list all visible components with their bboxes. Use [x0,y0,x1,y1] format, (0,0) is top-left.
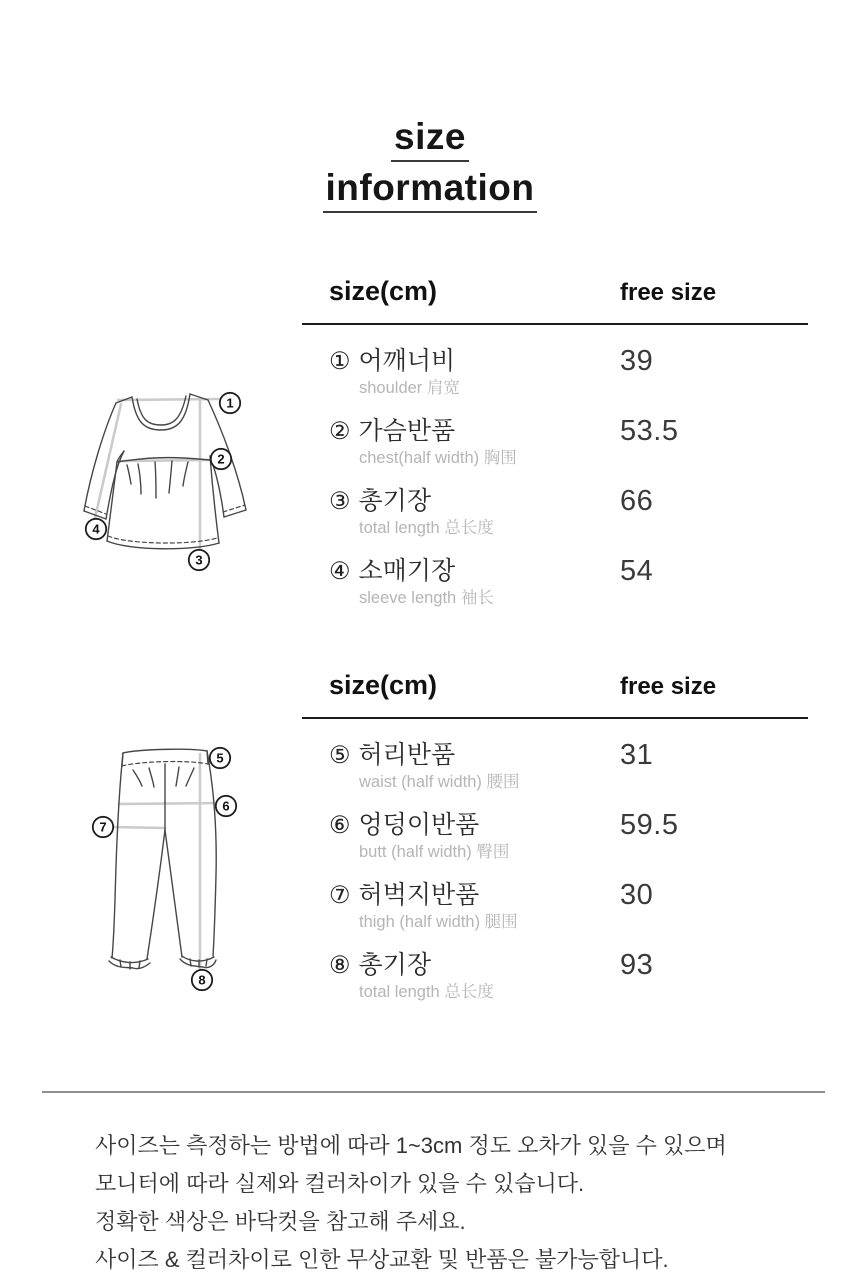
header-size-cm: size(cm) [329,276,438,306]
row-value: 59.5 [620,809,679,841]
row-value: 30 [620,879,654,911]
row-number: ④ [329,558,351,585]
page-title-line1: size [391,118,469,162]
hip-guide-line [119,803,222,804]
page-title [0,118,860,220]
row-label: 소매기장 [358,557,456,585]
row-number: ③ [329,488,351,515]
row-label: 가슴반품 [358,417,456,445]
row-label: 총기장 [358,951,431,979]
table-row-pants-total-length [302,950,808,1002]
svg-text:4: 4 [92,521,100,537]
marker-2 [211,449,231,469]
pants-sketch [75,740,267,1002]
header-size-cm: size(cm) [329,670,438,700]
table-row-sleeve-length [302,556,808,608]
row-sublabel: total length 总长度 [359,519,494,537]
row-number: ⑧ [329,952,351,979]
row-value: 31 [620,739,654,771]
svg-text:3: 3 [195,552,203,568]
disclaimer-line-4: 사이즈 & 컬러차이로 인한 무상교환 및 반품은 불가능합니다. [95,1247,669,1272]
row-label: 허리반품 [358,741,456,769]
marker-6 [216,796,236,816]
table-row-thigh [302,880,808,932]
svg-text:1: 1 [226,395,234,411]
row-sublabel: chest(half width) 胸围 [359,449,517,467]
svg-text:8: 8 [198,972,206,988]
header-free-size: free size [620,673,717,700]
disclaimer-line-2: 모니터에 따라 실제와 컬러차이가 있을 수 있습니다. [95,1171,585,1196]
table-row-waist [302,740,808,792]
marker-4 [86,519,106,539]
size-table-top [302,276,808,626]
row-value: 39 [620,345,654,377]
row-sublabel: shoulder 肩宽 [359,379,460,397]
marker-3 [189,550,209,570]
row-value: 66 [620,485,654,517]
row-number: ② [329,418,351,445]
row-number: ① [329,348,351,375]
disclaimer-line-1: 사이즈는 측정하는 방법에 따라 1~3cm 정도 오차가 있을 수 있으며 [95,1133,727,1158]
row-sublabel: total length 总长度 [359,983,494,1001]
table-header [302,276,808,325]
footer-divider [42,1091,825,1093]
marker-7 [93,817,113,837]
row-label: 어깨너비 [358,347,456,375]
marker-8 [192,970,212,990]
row-label: 허벅지반품 [358,881,480,909]
page-title-line2: information [323,169,538,213]
row-value: 93 [620,949,654,981]
row-sublabel: waist (half width) 腰围 [359,773,520,791]
svg-text:5: 5 [216,750,224,766]
thigh-guide-line [113,827,165,828]
row-number: ⑥ [329,812,351,839]
top-garment-sketch [60,372,282,584]
row-sublabel: thigh (half width) 腿围 [359,913,518,931]
table-row-butt [302,810,808,862]
disclaimer-line-3: 정확한 색상은 바닥컷을 참고해 주세요. [95,1209,466,1234]
header-free-size: free size [620,279,717,306]
table-header [302,670,808,719]
svg-text:2: 2 [217,451,225,467]
row-sublabel: sleeve length 袖长 [359,589,494,607]
row-label: 엉덩이반품 [358,811,480,839]
row-sublabel: butt (half width) 臀围 [359,843,510,861]
row-value: 53.5 [620,415,679,447]
size-table-bottom [302,670,808,1020]
marker-5 [210,748,230,768]
svg-text:6: 6 [222,798,230,814]
table-row-shoulder [302,346,808,398]
row-number: ⑦ [329,882,351,909]
row-label: 총기장 [358,487,431,515]
row-number: ⑤ [329,742,351,769]
disclaimer-text [95,1127,815,1279]
svg-text:7: 7 [99,819,107,835]
row-value: 54 [620,555,654,587]
table-row-chest [302,416,808,468]
marker-1 [220,393,240,413]
table-row-total-length [302,486,808,538]
